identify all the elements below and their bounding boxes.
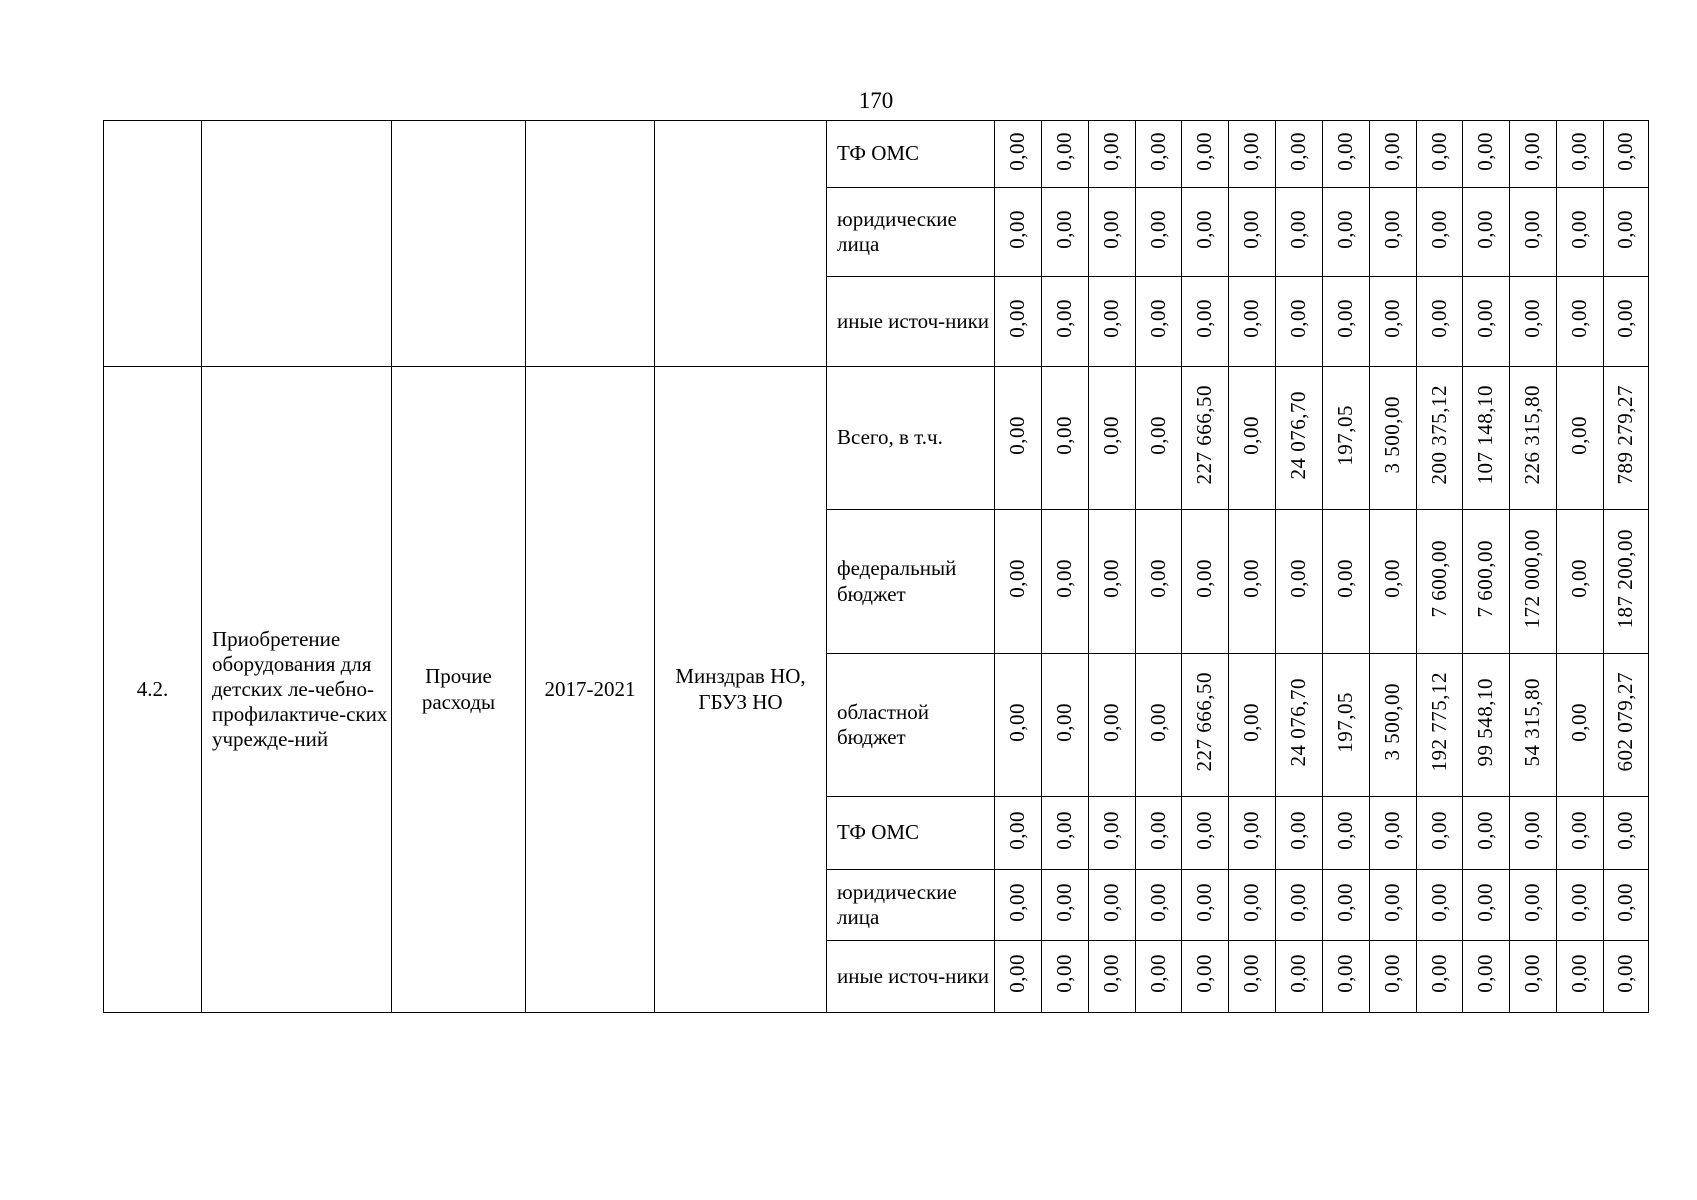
value-cell [1510, 367, 1557, 510]
value-cell [1182, 121, 1229, 188]
value-text: 0,00 [1426, 954, 1451, 993]
value-text: 24 076,70 [1286, 677, 1311, 767]
value-cell [1089, 941, 1136, 1013]
value-cell [1042, 367, 1089, 510]
value-cell [1229, 367, 1276, 510]
value-text: 0,00 [1426, 209, 1451, 249]
value-cell [995, 870, 1042, 941]
value-cell [1229, 121, 1276, 188]
value-cell [1276, 121, 1323, 188]
value-text: 0,00 [1380, 131, 1405, 171]
value-cell [1136, 277, 1182, 367]
value-cell [1510, 797, 1557, 870]
value-text: 0,00 [1005, 299, 1030, 338]
value-text: 0,00 [1145, 810, 1170, 850]
value-text: 0,00 [1520, 131, 1545, 171]
value-text: 0,00 [1520, 882, 1545, 922]
value-text: 0,00 [1567, 209, 1592, 249]
value-text: 0,00 [1005, 415, 1030, 455]
value-text: 0,00 [1192, 810, 1217, 850]
value-cell [1417, 654, 1463, 797]
value-cell [1417, 121, 1463, 188]
value-text: 172 000,00 [1520, 528, 1545, 629]
value-cell [1089, 367, 1136, 510]
value-text: 0,00 [1145, 882, 1170, 922]
value-cell [1463, 870, 1510, 941]
expense-type [392, 121, 526, 367]
value-cell [995, 367, 1042, 510]
value-text: 227 666,50 [1192, 385, 1217, 485]
value-text: 0,00 [1567, 559, 1592, 598]
value-text: 0,00 [1473, 810, 1498, 850]
value-cell [1463, 510, 1510, 654]
period: 2017-2021 [526, 367, 655, 1013]
value-cell [1604, 797, 1649, 870]
value-text: 0,00 [1380, 559, 1405, 598]
value-text: 0,00 [1333, 209, 1358, 249]
value-text: 0,00 [1052, 559, 1077, 598]
value-cell [1089, 654, 1136, 797]
value-cell [1089, 870, 1136, 941]
value-cell [1417, 941, 1463, 1013]
value-text: 0,00 [1239, 299, 1264, 338]
value-text: 0,00 [1613, 954, 1638, 993]
value-cell [1136, 941, 1182, 1013]
value-cell [1182, 188, 1229, 277]
value-text: 0,00 [1286, 882, 1311, 922]
value-cell [1323, 510, 1370, 654]
value-cell [1510, 870, 1557, 941]
item-number: 4.2. [104, 367, 202, 1013]
value-cell [1229, 870, 1276, 941]
value-text: 0,00 [1286, 209, 1311, 249]
value-text: 0,00 [1333, 299, 1358, 338]
value-text: 0,00 [1052, 299, 1077, 338]
value-cell [1370, 121, 1417, 188]
value-cell [1042, 870, 1089, 941]
value-cell [1276, 367, 1323, 510]
value-cell [1417, 797, 1463, 870]
executor: Минздрав НО, ГБУЗ НО [655, 367, 827, 1013]
value-cell [1229, 797, 1276, 870]
value-text: 0,00 [1052, 415, 1077, 455]
value-text: 0,00 [1567, 415, 1592, 455]
value-text: 0,00 [1426, 131, 1451, 171]
value-text: 0,00 [1520, 209, 1545, 249]
value-text: 0,00 [1145, 702, 1170, 742]
value-cell [1042, 188, 1089, 277]
funding-source: иные источ-ники [827, 941, 995, 1013]
value-cell [1276, 277, 1323, 367]
value-cell [1136, 367, 1182, 510]
value-cell [1323, 277, 1370, 367]
value-text: 0,00 [1567, 131, 1592, 171]
value-text: 0,00 [1099, 209, 1124, 249]
value-cell [1276, 870, 1323, 941]
value-text: 0,00 [1567, 954, 1592, 993]
table-row [104, 121, 1649, 188]
value-text: 0,00 [1145, 954, 1170, 993]
value-text: 0,00 [1426, 810, 1451, 850]
value-cell [1370, 510, 1417, 654]
value-text: 0,00 [1192, 882, 1217, 922]
value-text: 602 079,27 [1613, 672, 1638, 772]
value-text: 0,00 [1239, 415, 1264, 455]
value-cell [1323, 654, 1370, 797]
value-text: 0,00 [1099, 810, 1124, 850]
value-text: 0,00 [1005, 810, 1030, 850]
value-text: 0,00 [1239, 954, 1264, 993]
value-cell [995, 277, 1042, 367]
value-cell [1229, 941, 1276, 1013]
value-text: 197,05 [1333, 404, 1358, 466]
value-text: 0,00 [1520, 299, 1545, 338]
value-cell [995, 510, 1042, 654]
value-text: 7 600,00 [1473, 539, 1498, 618]
value-text: 0,00 [1473, 299, 1498, 338]
value-cell [1136, 797, 1182, 870]
value-text: 0,00 [1099, 415, 1124, 455]
value-cell [1557, 121, 1604, 188]
value-cell [1370, 870, 1417, 941]
value-cell [1417, 510, 1463, 654]
value-text: 24 076,70 [1286, 390, 1311, 480]
value-text: 0,00 [1005, 882, 1030, 922]
value-text: 0,00 [1286, 810, 1311, 850]
value-text: 0,00 [1286, 954, 1311, 993]
value-cell [1182, 654, 1229, 797]
value-text: 0,00 [1099, 882, 1124, 922]
value-text: 0,00 [1192, 559, 1217, 598]
item-number [104, 121, 202, 367]
value-text: 0,00 [1567, 299, 1592, 338]
value-text: 0,00 [1613, 209, 1638, 249]
value-cell [1136, 121, 1182, 188]
value-text: 0,00 [1145, 209, 1170, 249]
value-cell [1604, 367, 1649, 510]
value-text: 0,00 [1333, 882, 1358, 922]
value-cell [1463, 188, 1510, 277]
value-cell [1417, 277, 1463, 367]
value-cell [1042, 797, 1089, 870]
value-text: 0,00 [1239, 882, 1264, 922]
value-cell [1370, 654, 1417, 797]
executor [655, 121, 827, 367]
value-text: 0,00 [1286, 131, 1311, 171]
value-text: 0,00 [1145, 299, 1170, 338]
value-text: 187 200,00 [1613, 528, 1638, 629]
value-text: 0,00 [1192, 131, 1217, 171]
page-number: 170 [858, 88, 894, 113]
value-cell [1463, 121, 1510, 188]
value-text: 0,00 [1473, 882, 1498, 922]
value-text: 0,00 [1052, 131, 1077, 171]
value-text: 0,00 [1052, 810, 1077, 850]
value-cell [1417, 367, 1463, 510]
value-text: 0,00 [1239, 131, 1264, 171]
value-cell [1229, 277, 1276, 367]
expense-type: Прочие расходы [392, 367, 526, 1013]
value-text: 0,00 [1239, 559, 1264, 598]
funding-source: ТФ ОМС [827, 121, 995, 188]
value-cell [1417, 870, 1463, 941]
value-text: 0,00 [1613, 810, 1638, 850]
value-text: 197,05 [1333, 691, 1358, 753]
value-cell [995, 121, 1042, 188]
value-cell [1463, 797, 1510, 870]
value-cell [1136, 654, 1182, 797]
value-text: 0,00 [1380, 209, 1405, 249]
funding-source: иные источ-ники [827, 277, 995, 367]
value-cell [1042, 510, 1089, 654]
value-text: 0,00 [1052, 954, 1077, 993]
value-cell [1510, 510, 1557, 654]
value-cell [1089, 510, 1136, 654]
value-cell [1276, 510, 1323, 654]
value-cell [1370, 188, 1417, 277]
value-cell [1229, 510, 1276, 654]
value-text: 0,00 [1473, 131, 1498, 171]
value-text: 0,00 [1613, 131, 1638, 171]
value-text: 0,00 [1099, 702, 1124, 742]
value-text: 3 500,00 [1380, 396, 1405, 474]
value-text: 0,00 [1426, 299, 1451, 338]
value-text: 789 279,27 [1613, 385, 1638, 485]
value-cell [1557, 188, 1604, 277]
value-cell [1089, 797, 1136, 870]
value-text: 0,00 [1239, 810, 1264, 850]
value-cell [1604, 188, 1649, 277]
value-text: 0,00 [1473, 954, 1498, 993]
value-text: 0,00 [1613, 882, 1638, 922]
value-text: 0,00 [1426, 882, 1451, 922]
value-cell [1323, 121, 1370, 188]
value-text: 0,00 [1473, 209, 1498, 249]
funding-source: ТФ ОМС [827, 797, 995, 870]
value-cell [1136, 870, 1182, 941]
table-row [104, 367, 1649, 510]
value-cell [1557, 797, 1604, 870]
value-text: 0,00 [1099, 559, 1124, 598]
value-text: 0,00 [1192, 299, 1217, 338]
value-cell [1370, 277, 1417, 367]
funding-source: Всего, в т.ч. [827, 367, 995, 510]
value-cell [1463, 367, 1510, 510]
value-text: 0,00 [1380, 954, 1405, 993]
value-text: 107 148,10 [1473, 385, 1498, 485]
value-cell [1042, 654, 1089, 797]
value-cell [1276, 797, 1323, 870]
value-cell [1323, 797, 1370, 870]
value-cell [1182, 367, 1229, 510]
item-name [202, 121, 392, 367]
value-text: 0,00 [1380, 810, 1405, 850]
funding-source: юридические лица [827, 870, 995, 941]
value-cell [1323, 188, 1370, 277]
value-text: 200 375,12 [1426, 385, 1451, 485]
value-text: 0,00 [1567, 810, 1592, 850]
value-text: 0,00 [1099, 954, 1124, 993]
value-cell [1370, 797, 1417, 870]
value-text: 0,00 [1099, 299, 1124, 338]
value-text: 0,00 [1333, 954, 1358, 993]
value-cell [1182, 510, 1229, 654]
value-cell [1604, 277, 1649, 367]
value-text: 0,00 [1192, 954, 1217, 993]
value-text: 0,00 [1380, 299, 1405, 338]
value-text: 0,00 [1239, 702, 1264, 742]
value-text: 0,00 [1005, 559, 1030, 598]
value-cell [1557, 277, 1604, 367]
value-text: 0,00 [1005, 954, 1030, 993]
value-cell [1557, 510, 1604, 654]
value-cell [1557, 654, 1604, 797]
value-cell [1042, 277, 1089, 367]
value-cell [1604, 654, 1649, 797]
value-cell [995, 797, 1042, 870]
value-cell [1136, 510, 1182, 654]
value-cell [1417, 188, 1463, 277]
value-text: 0,00 [1005, 209, 1030, 249]
value-cell [1276, 941, 1323, 1013]
value-text: 0,00 [1099, 131, 1124, 171]
value-cell [1276, 654, 1323, 797]
value-cell [1604, 870, 1649, 941]
value-text: 0,00 [1333, 559, 1358, 598]
funding-source: областной бюджет [827, 654, 995, 797]
value-cell [1510, 654, 1557, 797]
value-text: 0,00 [1380, 882, 1405, 922]
value-text: 0,00 [1567, 702, 1592, 742]
funding-source: юридические лица [827, 188, 995, 277]
period [526, 121, 655, 367]
value-text: 0,00 [1613, 299, 1638, 338]
value-cell [1089, 121, 1136, 188]
value-cell [1229, 654, 1276, 797]
value-text: 3 500,00 [1380, 683, 1405, 761]
item-name: Приобретение оборудования для детских ле-чебно-профилактиче-ских учрежде-ний [202, 367, 392, 1013]
value-cell [1182, 870, 1229, 941]
value-cell [1604, 510, 1649, 654]
value-text: 0,00 [1145, 131, 1170, 171]
funding-source: федеральный бюджет [827, 510, 995, 654]
value-text: 0,00 [1520, 954, 1545, 993]
value-cell [1323, 870, 1370, 941]
value-text: 0,00 [1567, 882, 1592, 922]
value-cell [1182, 277, 1229, 367]
value-cell [1557, 870, 1604, 941]
value-text: 226 315,80 [1520, 385, 1545, 485]
value-cell [1463, 277, 1510, 367]
value-cell [1276, 188, 1323, 277]
value-text: 7 600,00 [1426, 539, 1451, 618]
value-cell [1182, 941, 1229, 1013]
value-text: 192 775,12 [1426, 672, 1451, 772]
value-cell [1604, 121, 1649, 188]
value-text: 0,00 [1286, 559, 1311, 598]
funding-table [103, 120, 1649, 1013]
value-cell [1510, 121, 1557, 188]
value-cell [995, 941, 1042, 1013]
value-text: 54 315,80 [1520, 677, 1545, 767]
value-cell [1323, 941, 1370, 1013]
value-text: 0,00 [1052, 882, 1077, 922]
value-text: 0,00 [1239, 209, 1264, 249]
value-cell [1510, 941, 1557, 1013]
value-text: 99 548,10 [1473, 677, 1498, 767]
value-cell [1042, 941, 1089, 1013]
value-text: 0,00 [1005, 131, 1030, 171]
value-cell [995, 188, 1042, 277]
value-cell [1510, 188, 1557, 277]
value-cell [1323, 367, 1370, 510]
value-text: 0,00 [1192, 209, 1217, 249]
value-text: 0,00 [1333, 810, 1358, 850]
value-text: 227 666,50 [1192, 672, 1217, 772]
value-text: 0,00 [1052, 702, 1077, 742]
value-cell [1089, 277, 1136, 367]
value-cell [1463, 654, 1510, 797]
value-cell [1604, 941, 1649, 1013]
value-text: 0,00 [1052, 209, 1077, 249]
value-text: 0,00 [1145, 415, 1170, 455]
value-cell [1510, 277, 1557, 367]
value-text: 0,00 [1005, 702, 1030, 742]
value-cell [1229, 188, 1276, 277]
value-text: 0,00 [1333, 131, 1358, 171]
value-cell [1370, 367, 1417, 510]
value-cell [1463, 941, 1510, 1013]
value-text: 0,00 [1286, 299, 1311, 338]
value-cell [1557, 367, 1604, 510]
value-cell [1370, 941, 1417, 1013]
value-cell [995, 654, 1042, 797]
value-cell [1557, 941, 1604, 1013]
value-text: 0,00 [1145, 559, 1170, 598]
value-cell [1182, 797, 1229, 870]
value-cell [1042, 121, 1089, 188]
value-cell [1089, 188, 1136, 277]
value-text: 0,00 [1520, 810, 1545, 850]
value-cell [1136, 188, 1182, 277]
